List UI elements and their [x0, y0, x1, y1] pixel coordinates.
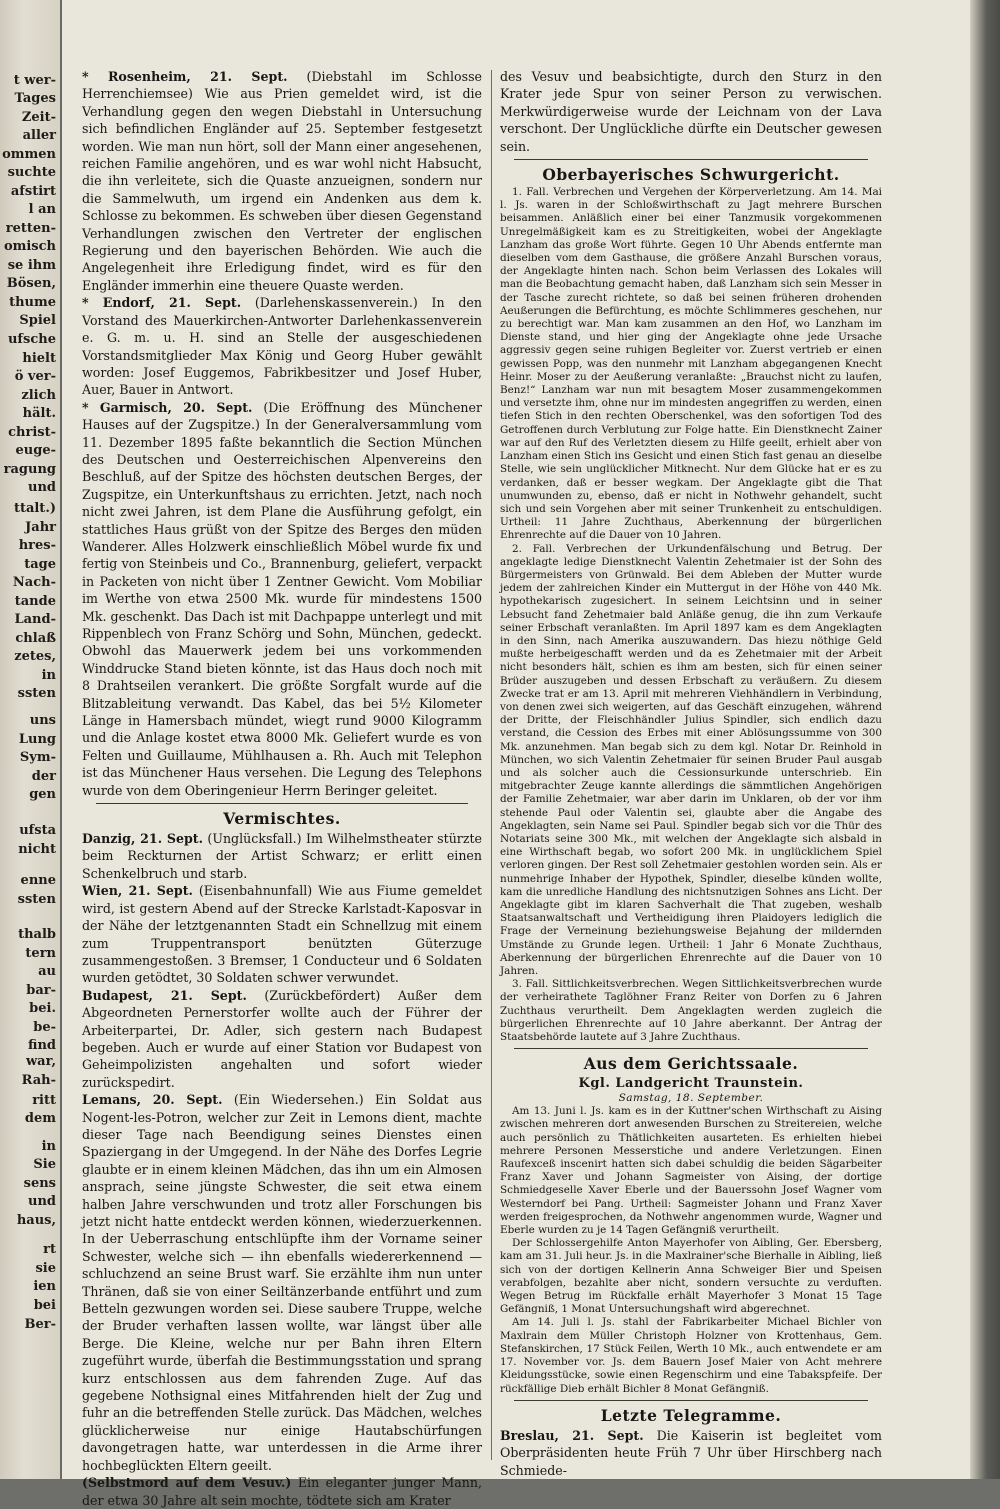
article-paragraph [500, 978, 882, 1044]
gutter-fragment: bar- [26, 983, 56, 998]
gutter-fragment: Bösen, [6, 276, 56, 291]
gutter-fragment: nicht [18, 842, 56, 857]
gutter-fragment: thalb [18, 927, 56, 942]
gutter-fragment: ö ver- [14, 369, 56, 384]
gutter-fragment: tern [25, 946, 56, 961]
article-dateline: (Selbstmord auf dem Vesuv.) [82, 1475, 292, 1491]
article-text: (Unglücksfall.) Im Wilhelmstheater stürzte beim Reckturnen der Artist Schwarz; er erlitt einen Schenkelbruch und starb. [82, 831, 482, 881]
article-text: (Eisenbahnunfall) Wie aus Fiume gemeldet wird, ist gestern Abend auf der Strecke Karlstadt-Kaposvar in der Nähe der letztgenannten Stadt ein Schnellzug mit einem zum Truppentransport benützten Güterzuge zusammengestoßen. 3 Bremser, 1 Conducteur und 6 Soldaten wurden getödtet, 30 Soldaten schwer verwundet. [82, 883, 482, 986]
gutter-fragment: Rah- [21, 1073, 56, 1088]
article-dateline: Wien, 21. Sept. [82, 883, 193, 899]
section-heading: Samstag, 18. September. [618, 1092, 764, 1105]
section-heading: Letzte Telegramme. [600, 1405, 782, 1425]
article-paragraph [82, 294, 482, 398]
gutter-fragment: ommen [2, 147, 56, 162]
gutter-fragment: der [31, 769, 56, 784]
article-text: Am 14. Juli l. Js. stahl der Fabrikarbeiter Michael Bichler von Maxlrain dem Müller Christoph Holzner von Krottenhaus, Gem. Stefanskirchen, 17 Stück Feilen, Werth 10 Mk., auch entwendete er am 17. November vor. Js. dem Bauern Josef Maier von Acht mehrere Kleidungsstücke, sowie einen Regenschirm und eine Tabakspfeife. Der rückfällige Dieb erhält Bichler 8 Monat Gefängniß. [500, 1316, 882, 1395]
gutter-fragment: zetes, [14, 649, 56, 664]
article-paragraph [82, 68, 482, 294]
previous-page-gutter [0, 0, 62, 1479]
gutter-fragment: in [41, 1139, 56, 1154]
gutter-fragment: chlaß [15, 631, 56, 646]
article-text: Der Schlossergehilfe Anton Mayerhofer von Aibling, Ger. Ebersberg, kam am 31. Juli heur. Js. in die Maxlrainer'sche Bierhalle in Aibling, ließ sich von der dortigen Kellnerin Anna Schweiger Bier und Speisen verabfolgen, bezahlte aber nicht, sondern versuchte zu verduften. Wegen Betrug im Rückfalle erhält Mayerhofer 3 Monat 15 Tage Gefängniß, 1 Monat Untersuchungshaft wird abgerechnet. [500, 1237, 882, 1316]
article-dateline: * Garmisch, 20. Sept. [82, 399, 253, 415]
section-rule [514, 1400, 868, 1401]
article-dateline: Breslau, 21. Sept. [500, 1427, 644, 1443]
gutter-fragment: be- [33, 1020, 56, 1035]
gutter-fragment: Spiel [19, 313, 56, 328]
article-text: Die Kaiserin ist begleitet vom Oberpräsidenten heute Früh 7 Uhr über Hirschberg nach Schmiede- [500, 1427, 882, 1478]
article-text: (Ein Wiedersehen.) Ein Soldat aus Nogent-les-Potron, welcher zur Zeit in Lemons dient, machte dieser Tage nach Beendigung seines Dienstes einen Spaziergang in der Umgegend. In der Nähe des Dorfes Legrie glaubte er in einem kleinen Mädchen, das ihn um ein Almosen ansprach, seine jüngste Schwester, die seit etwa einem halben Jahre verschwunden und trotz aller Forschungen bis jetzt nicht hatte entdeckt werden können, wiederzuerkennen. In der Ueberraschung entschlüpfte ihm der Vorname seiner Schwester, welche sich — ihn ebenfalls wiedererkennend — schluchzend an seine Brust warf. Sie erzählte ihm nun unter Thränen, daß sie von einer Seiltänzerbande entführt und zum Betteln gezwungen worden sei. Diese saubere Truppe, welche der Bruder verhaften lassen wollte, war längst über alle Berge. Die Kleine, welche nur per Bahn ihren Eltern zugeführt wurde, überfah die Bestimmungsstation und sprang kurz entschlossen aus dem fahrenden Zuge. Auf das gegebene Nothsignal eines Mitfahrenden hielt der Zug und fuhr an die betreffenden Stelle zurück. Das Mädchen, welches glücklicherweise nur einige Hautabschürfungen davongetragen hatte, war unterdessen in die Arme ihrer hochbeglückten Eltern geeilt. [82, 1092, 483, 1473]
article-dateline: Danzig, 21. Sept. [82, 831, 203, 847]
article-paragraph [82, 830, 482, 882]
gutter-fragment: ufsta [19, 823, 56, 838]
article-paragraph [82, 987, 482, 1091]
article-text: Ein eleganter junger Mann, der etwa 30 Jahre alt sein mochte, tödtete sich am Krater [82, 1475, 482, 1508]
gutter-fragment: aller [22, 128, 56, 143]
gutter-fragment: dem [24, 1111, 56, 1126]
article-paragraph [500, 1237, 882, 1316]
column-divider [491, 70, 492, 1460]
gutter-fragment: enne [20, 873, 56, 888]
gutter-fragment: Nach- [12, 575, 56, 590]
article-paragraph [500, 1105, 882, 1237]
gutter-fragment: gen [29, 787, 56, 802]
right-column [500, 68, 883, 1478]
gutter-fragment: ssten [17, 686, 56, 701]
gutter-fragment: hielt [22, 351, 56, 366]
gutter-fragment: tage [24, 557, 56, 572]
gutter-fragment: find [28, 1038, 56, 1053]
gutter-fragment: euge- [15, 443, 56, 458]
article-text: 3. Fall. Sittlichkeitsverbrechen. Wegen Sittlichkeitsverbrechen wurde der verheirathete Taglöhner Franz Reiter von Dorfen zu 6 Jahren Zuchthaus verurtheilt. Dem Angeklagten werden zugleich die bürgerlichen Ehrenrechte auf 10 Jahre aberkannt. Der Antrag der Staatsbehörde lautete auf 3 Jahre Zuchthaus. [500, 978, 882, 1044]
gutter-fragment: Zeit- [21, 110, 56, 125]
gutter-fragment: bei [33, 1298, 56, 1313]
gutter-fragment: retten- [5, 221, 56, 236]
gutter-fragment: uns [29, 713, 56, 728]
gutter-fragment: ttalt.) [13, 501, 56, 516]
article-text: (Diebstahl im Schlosse Herrenchiemsee) Wie aus Prien gemeldet wird, ist die Verhandlung gegen den wegen Diebstahl in Untersuchung sich befindlichen Engländer auf 25. September festgesetzt worden. Wie man nun hört, soll der Mann einer angesehenen, reichen Familie angehören, und es war wohl nicht Habsucht, die ihn verleitete, sich die Quaste anzueignen, sondern nur die Sammelwuth, um irgend ein Andenken aus dem k. Schlosse zu bekommen. Es schweben über diesen Gegenstand Verhandlungen zwischen den Vertreter der englischen Regierung und den bayerischen Behörden. Wie auch die Angelegenheit ihre Erledigung findet, wird es für den Engländer immerhin eine theuere Quaste werden. [82, 69, 482, 293]
article-text: 2. Fall. Verbrechen der Urkundenfälschung und Betrug. Der angeklagte ledige Dienstknecht Valentin Zehetmaier ist der Sohn des Bürgermeisters von Grünwald. Bei dem Ableben der Mutter wurde jedem der zahlreichen Kinder ein Muttergut in der Höhe von 440 Mk. hypothekarisch zugesichert. In seinem Leichtsinn und in seiner Lebsucht fand Zehetmaier bald Anläße genug, die ihn zum Verkaufe seiner Erbschaft veranlaßten. Im April 1897 kam es dem Angeklagten in den Sinn, nach Amerika auszuwandern. Das hiezu nöthige Geld mußte herbeigeschafft werden und da es Zehetmaier mit der Arbeit nicht besonders hält, schien es ihm am besten, sich für einen seiner Brüder auszugeben und dessen Erbschaft zu veräußern. Zu diesem Zwecke trat er am 13. April mit mehreren Viehhändlern in Verbindung, von denen zwei sich weigerten, auf das Geschäft einzugehen, während der Dritte, der Fleischhändler Julius Spindler, sich endlich dazu verstand, die Cession des Erbes mit einer Ablösungssumme von 300 Mk. anzunehmen. Man begab sich zu dem kgl. Notar Dr. Reinhold in München, wo sich Valentin Zehetmaier für seinen Bruder Paul ausgab und als solcher auch die Cessionsurkunde unterschrieb. Ein mitgebrachter Zeuge kannte allerdings die sämmtlichen Angehörigen der Familie Zehetmaier, war aber darin im Unklaren, ob der vor ihm stehende Paul oder Valentin sei, glaubte aber die Angabe des Angeklagten, sein Name sei Paul. Spindler begab sich vor die Thür des Notariats seine 300 Mk., mit welchen der Angeklagte sich alsbald in eine Wirthschaft begab, wo sofort 200 Mk. in unglücklichem Spiel verloren gingen. Der Rest soll Zehetmaier gestohlen worden sein. Als er nunmehrige Inhaber der Hypothek, Spindler, dieselbe künden wollte, kam die unredliche Handlung des nichtsnutzigen Sohnes ans Licht. Der Angeklagte gibt im klaren Sachverhalt die That zugeben, weshalb Staatsanwaltschaft und Vertheidigung ihren Plaidoyers lediglich die Frage der Verneinung beziehungsweise Bejahung der mildernden Umstände zu Grunde legen. Urtheil: 1 Jahr 6 Monate Zuchthaus, Aberkennung der bürgerlichen Ehrenrechte auf die Dauer von 10 Jahren. [500, 542, 883, 978]
gutter-fragment: hres- [18, 538, 56, 553]
gutter-fragment: rt [43, 1242, 56, 1257]
article-paragraph [500, 1316, 882, 1395]
gutter-fragment: ien [33, 1279, 56, 1294]
article-paragraph [500, 1427, 882, 1479]
gutter-fragment: l an [28, 202, 56, 217]
article-text: Am 13. Juni l. Js. kam es in der Kuttner'schen Wirthschaft zu Aising zwischen mehreren dort anwesenden Burschen zu Streitereien, welche auch persönlich zu Thätlichkeiten ausarteten. Es erhielten hiebei mehrere Personen Messerstiche und andere Verletzungen. Einen Raufexceß inscenirt hatten sich dabei schuldig die beiden Sägarbeiter Franz Xaver und Johann Sagmeister von Aising, der dortige Schmiedgeselle Xaver Eberle und der Bauerssohn Josef Wagner vom Westerndorf bei Pang. Urtheil: Sagmeister Johann und Franz Xaver werden freigesprochen, da Nothwehr angenommen wurde, Wagner und Eberle wurden zu je 14 Tagen Gefängniß verurtheilt. [500, 1105, 882, 1237]
article-paragraph [500, 543, 882, 979]
gutter-fragment: au [38, 964, 56, 979]
section-heading: Aus dem Gerichtssaale. [583, 1054, 799, 1074]
gutter-fragment: Jahr [25, 520, 56, 535]
gutter-fragment: ritt [32, 1093, 56, 1108]
gutter-fragment: Sie [33, 1157, 56, 1172]
gutter-fragment: Lung [18, 732, 56, 747]
article-dateline: * Rosenheim, 21. Sept. [82, 69, 288, 84]
article-paragraph [82, 882, 482, 986]
gutter-fragment: afstirt [10, 184, 56, 199]
gutter-fragment: hält. [22, 406, 56, 421]
gutter-fragment: thume [9, 295, 56, 310]
left-column [82, 68, 483, 1508]
gutter-fragment: und [28, 1194, 56, 1209]
gutter-fragment: Tages [14, 91, 56, 106]
gutter-fragment: ufsche [7, 332, 56, 347]
section-heading: Kgl. Landgericht Traunstein. [578, 1076, 804, 1092]
gutter-fragment: ragung [3, 462, 56, 477]
article-text: (Zurückbefördert) Außer dem Abgeordneten Pernerstorfer wollte auch der Führer der Arbeiterpartei, Dr. Adler, sich gestern nach Budapest begeben. Auch er wurde auf einer Station vor Budapest von Geheimpolizisten angehalten und sofort wieder zurückspedirt. [82, 987, 482, 1090]
article-dateline: Lemans, 20. Sept. [82, 1092, 223, 1108]
section-heading: Vermischtes. [223, 809, 341, 829]
article-text: des Vesuv und beabsichtigte, durch den Sturz in den Krater jede Spur von seiner Person zu verwischen. Merkwürdigerweise wurde der Leichnam von der Lava verschont. Der Unglückliche dürfte ein Deutscher gewesen sein. [500, 69, 882, 154]
article-text: (Die Eröffnung des Münchener Hauses auf der Zugspitze.) In der Generalversammlung vom 11. Dezember 1895 faßte bekanntlich die Section München des Deutschen und Oesterreichischen Alpenvereins den Beschluß, auf der Spitze des höchsten deutschen Berges, der Zugspitze, ein Unterkunftshaus zu errichten. Jetzt, nach noch nicht zwei Jahren, ist dem Plane die Ausführung gefolgt, ein stattliches Haus grüßt von der Spitze des Berges den müden Wanderer. Alles Holzwerk einschließlich Möbel wurde fix und fertig von Steinbeis und Co., Brannenburg, geliefert, verpackt in Packeten von nicht über 1 Zentner Gewicht. Vom Mobiliar im Werthe von etwa 2500 Mk. wurde für mindestens 1500 Mk. geschenkt. Das Dach ist mit Dachpappe unterlegt und mit Rippenblech von Franz Schörg und Sohn, München, gedeckt. Obwohl das Mauerwerk jedem bei uns vorkommenden Winddrucke Stand bieten könnte, ist das Haus doch noch mit 8 Drahtseilen verankert. Die größte Sorgfalt wurde auf die Blitzableitung verwandt. Das Kabel, das bei 5½ Kilometer Länge in Hamersbach mündet, wiegt rund 9000 Kilogramm und die Anlage kostet etwa 8000 Mk. Geliefert wurde es von Felten und Guillaume, Mühlhausen a. Rh. Auch mit Telephon ist das Münchener Haus versehen. Die Legung des Telephons wurde von dem Oberingenieur Herrn Beringer geleitet. [82, 399, 482, 798]
gutter-fragment: Sym- [19, 750, 56, 765]
gutter-fragment: tande [14, 594, 56, 609]
gutter-fragment: sens [23, 1176, 56, 1191]
gutter-fragment: se ihm [7, 258, 56, 273]
gutter-fragment: in [41, 668, 56, 683]
gutter-fragment: ssten [17, 892, 56, 907]
article-paragraph [500, 186, 882, 542]
section-rule [96, 803, 468, 804]
article-paragraph [82, 1091, 482, 1474]
article-dateline: Budapest, 21. Sept. [82, 987, 247, 1003]
article-paragraph [82, 1474, 482, 1509]
gutter-fragment: zlich [21, 388, 56, 403]
section-rule [514, 159, 868, 160]
article-text: 1. Fall. Verbrechen und Vergehen der Körperverletzung. Am 14. Mai l. Js. waren in der Schloßwirthschaft zu Jagt mehrere Burschen beisammen. Anläßlich einer bei einer Tanzmusik vorgekommenen Unregelmäßigkeit kam es zu Streitigkeiten, wobei der Angeklagte Lanzham das große Wort führte. Gegen 10 Uhr Abends entfernte man dieselben vom dem Gasthause, die größere Anzahl Burschen voraus, der Angeklagte hinten nach. Schon beim Verlassen des Lokales will man die Beobachtung gemacht haben, daß Lanzham sich sein Messer in der Tasche zurecht richtete, so daß bei seinen früheren drohenden Aeußerungen die Befürchtung, es möchte Schlimmeres geschehen, nur zu berechtigt war. Man kam zusammen an den Hof, wo Lanzham im Dienste stand, und hier ging der Angeklagte ohne jede Ursache aggressiv gegen seine ruhigen Begleiter vor. Zuerst vertrieb er einen gewissen Popp, was den nunmehr mit Lanzham abgegangenen Knecht Heinr. Moser zu der Aeußerung veranlaßte: „Brauchst nicht zu laufen, Benz!“ Lanzham war nun mit besagtem Moser zusammengekommen und versetzte ihm, ohne nur im mindesten angegriffen zu werden, einen tiefen Stich in den rechten Oberschenkel, was den sofortigen Tod des Getroffenen durch Verblutung zur Folge hatte. Ein Dienstknecht Zainer war auf den Ruf des Verletzten diesem zu Hilfe geeilt, erhielt aber von Lanzham einen Stich ins Gesicht und einen Stich fast genau an dieselbe Stelle, wie sein unglücklicher Mitknecht. Nur dem Glücke hat er es zu verdanken, daß er besser wegkam. Der Angeklagte gibt die That unumwunden zu, ebenso, daß er nicht in Nothwehr gehandelt, sucht sich und sein Vorgehen aber mit seiner Trunkenheit zu entschuldigen. Urtheil: 11 Jahre Zuchthaus, Aberkennung der bürgerlichen Ehrenrechte auf die Dauer von 10 Jahren. [500, 186, 882, 542]
gutter-fragment: t wer- [13, 73, 56, 88]
article-paragraph [500, 68, 882, 155]
section-heading: Oberbayerisches Schwurgericht. [542, 165, 840, 185]
gutter-fragment: war, [25, 1054, 56, 1069]
right-page-edge [970, 0, 1000, 1479]
gutter-fragment: omisch [3, 239, 56, 254]
section-rule [514, 1048, 868, 1049]
article-dateline: * Endorf, 21. Sept. [82, 295, 242, 311]
gutter-fragment: und [28, 480, 56, 495]
article-text: (Darlehenskassenverein.) In den Vorstand des Mauerkirchen-Antworter Darlehenkassenverein e. G. m. u. H. sind an Stelle der ausgeschiedenen Vorstandsmitglieder Max König und Georg Huber gewählt worden: Josef Euggemos, Fabrikbesitzer und Josef Huber, Auer, Bauer in Antwort. [82, 295, 482, 398]
gutter-fragment: suchte [7, 165, 56, 180]
gutter-fragment: Land- [14, 612, 56, 627]
gutter-fragment: bei. [29, 1001, 56, 1016]
gutter-fragment: sie [35, 1261, 56, 1276]
gutter-fragment: christ- [8, 425, 56, 440]
gutter-fragment: haus, [16, 1213, 56, 1228]
article-paragraph [82, 399, 482, 799]
gutter-fragment: Ber- [24, 1317, 56, 1332]
